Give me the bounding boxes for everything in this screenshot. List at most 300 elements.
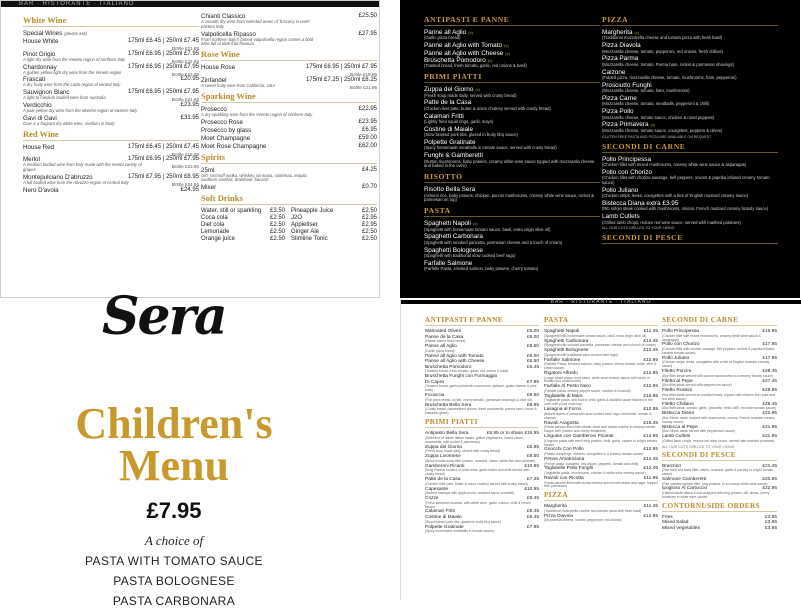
dark-primi-list bbox=[424, 86, 600, 169]
dark-menu-item bbox=[602, 187, 778, 199]
wine-description: A light to medium bodied wine from Australia bbox=[23, 95, 106, 101]
wine-item bbox=[23, 102, 199, 114]
dish-description: (Mozzarella cheese, tomato, meatballs, pepperoni & chilli) bbox=[602, 101, 710, 107]
dish-name: Branzino bbox=[662, 463, 681, 469]
soft-drink-item bbox=[291, 215, 377, 222]
dish-name: Tagliatelle di Mare bbox=[544, 393, 583, 399]
wine-item bbox=[201, 77, 377, 89]
wine-name: Chardonnay bbox=[23, 63, 57, 71]
wine-item bbox=[23, 38, 199, 50]
soft-drink-price: £2.95 bbox=[361, 222, 377, 229]
childrens-menu-panel bbox=[24, 286, 400, 608]
dish-description: (Toasted bread, garlic portobello mushroom, spinach, goats cheese & pine nuts) bbox=[425, 384, 537, 393]
dish-name: Di Capra bbox=[425, 379, 444, 385]
dish-description: (Chicken fillet with chorizo sausage, bell peppers, onions & paprika infused creamy tomato sauce) bbox=[602, 175, 770, 186]
vegetarian-tag: (v) bbox=[504, 43, 509, 49]
pesce-list bbox=[662, 464, 777, 500]
menu-title: Menu bbox=[119, 441, 229, 490]
menu-item bbox=[662, 342, 777, 355]
wine-list-panel bbox=[0, 0, 380, 298]
sparkling-wine-heading: Sparking Wine bbox=[201, 91, 377, 103]
dish-name: Margherita bbox=[544, 504, 567, 510]
bella-sera-logo: Sera bbox=[102, 286, 226, 347]
menu-item bbox=[544, 407, 658, 420]
dish-price: £20.95 bbox=[762, 476, 777, 482]
contorni-heading: CONTORNI/SIDE ORDERS bbox=[662, 502, 777, 512]
dish-name: Rigatoni Alfredo bbox=[544, 370, 578, 376]
dark-menu-item bbox=[424, 50, 600, 57]
soft-drink-item bbox=[201, 222, 285, 229]
menu-item bbox=[425, 496, 539, 509]
menu-item bbox=[662, 369, 777, 379]
vegetarian-tag: (v) bbox=[634, 30, 640, 35]
dish-description: (Penne pasta, pancetta, red onions, peppers, tomato and chilli) bbox=[544, 461, 639, 466]
dish-price: £5.95 bbox=[526, 444, 539, 450]
wine-bottle-price: Bottle £22.95 bbox=[171, 58, 199, 64]
dish-name: Panne de la Casa bbox=[425, 334, 464, 340]
dark-menu-item bbox=[602, 95, 778, 107]
wine-item bbox=[23, 64, 199, 76]
dish-name: Pizza Diavola bbox=[602, 42, 641, 50]
wine-item bbox=[201, 184, 377, 191]
wine-price: £23.95 bbox=[358, 118, 377, 125]
dish-description: (Spaghetti with homemade tomato sauce, basil, extra virgin olive oil) bbox=[424, 226, 551, 232]
dish-price: £22.95 bbox=[762, 486, 777, 492]
dish-name: Farfalle Salmone bbox=[424, 259, 473, 267]
dish-price: £12.95 bbox=[643, 357, 658, 363]
dish-name: Pollo Juliano bbox=[602, 186, 639, 194]
dish-description: (Spaghetti with smoked pancetta, parmesan cheese and a touch of cream) bbox=[424, 239, 563, 245]
dark-menu-item bbox=[424, 86, 600, 98]
soft-drinks-grid bbox=[201, 208, 377, 248]
sparkling-wine-list bbox=[201, 106, 377, 150]
soft-drink-item bbox=[201, 229, 285, 236]
soft-drink-name: J2O bbox=[291, 215, 303, 222]
dish-description: (Traditional mozzarella cheese and tomato pizza with fresh basil) bbox=[544, 508, 642, 513]
menu-item bbox=[662, 486, 777, 499]
dish-description: (8oz fillet steak, tomato, garlic, pancetta, fresh chilli, red wine tomato sauce) bbox=[662, 406, 776, 411]
menu-item bbox=[544, 394, 658, 407]
choice-label: A choice of bbox=[144, 533, 204, 548]
wine-list-right-column bbox=[201, 13, 377, 248]
dish-name: Filetto Chiliano bbox=[662, 401, 694, 407]
soft-drink-item bbox=[201, 215, 285, 222]
spirits-list bbox=[201, 167, 377, 192]
wine-name: Special Wines bbox=[23, 30, 63, 37]
dish-name: Spaghetti Bolognese bbox=[424, 246, 483, 254]
wine-name: Pinot Grigio bbox=[23, 50, 56, 58]
wine-item bbox=[23, 51, 199, 63]
dish-name: Marinated Olives bbox=[425, 329, 461, 334]
menu-item bbox=[544, 384, 658, 394]
dark-menu-item bbox=[602, 42, 778, 54]
soft-drink-price: £3.50 bbox=[269, 208, 285, 215]
vegetarian-tag: (v) bbox=[487, 58, 493, 64]
dark-secondi-list bbox=[602, 156, 778, 226]
dark-menu-item bbox=[424, 233, 600, 245]
wine-bottle-price: Bottle £23.95 bbox=[171, 164, 199, 170]
dish-description: (Large tubed pasta, beef strips, white wine creamy sauce with touch of tomato and mushrooms) bbox=[544, 375, 650, 384]
menu-item bbox=[544, 348, 658, 358]
dark-pizza-list bbox=[602, 29, 778, 134]
soft-drink-price: £2.50 bbox=[269, 215, 285, 222]
dark-menu-item bbox=[424, 247, 600, 259]
dish-name: Pizza Carne bbox=[602, 95, 637, 103]
dish-price: £15.95 bbox=[643, 393, 658, 399]
wine-item bbox=[23, 144, 199, 156]
dish-name: Funghi & Gamberetti bbox=[424, 152, 483, 160]
wine-item bbox=[23, 156, 199, 173]
menu-item bbox=[544, 371, 658, 384]
childrens-title: Children's bbox=[75, 399, 273, 448]
dark-menu-item bbox=[424, 126, 600, 138]
dark-menu-item bbox=[602, 156, 778, 168]
dark-menu-item bbox=[424, 220, 600, 232]
wine-item bbox=[201, 119, 377, 126]
menu-item bbox=[662, 477, 777, 487]
dark-menu-item bbox=[602, 213, 778, 225]
wine-price: £22.95 bbox=[358, 105, 377, 112]
menu-item bbox=[662, 425, 777, 435]
menu-item bbox=[544, 358, 658, 371]
wine-bottle-price: Bottle £19.95 bbox=[349, 72, 377, 78]
wine-bottle-price: Bottle £18.95 bbox=[171, 151, 199, 157]
pizza-list bbox=[544, 504, 658, 523]
wine-name: Verdicchio bbox=[23, 101, 52, 109]
dark-menu-item bbox=[602, 200, 778, 212]
dish-description: (Pasta parcels filled with ricotta cheese served with butter and sage, topped with parmesan) bbox=[544, 480, 658, 489]
dark-menu-item bbox=[602, 108, 778, 120]
dish-description: (Chicken fillet with chorizo sausage, bell peppers, onions & paprika infused creamy tomato sauce) bbox=[662, 347, 775, 355]
dish-price: £8.45 bbox=[526, 515, 539, 520]
menu-item bbox=[544, 504, 658, 514]
secondi-list bbox=[662, 329, 777, 444]
pasta-heading: PASTA bbox=[544, 316, 658, 326]
dish-price: £11.45 bbox=[643, 504, 658, 510]
wine-description: Gin, smirnoff vodka, whiskey, tia maria, cointreau, tequila, southern comfort, drambuie, bacardi bbox=[201, 172, 308, 183]
dish-description: (Spaghetti with traditional slow cooked beef ragu) bbox=[544, 352, 619, 357]
dish-price: £12.45 bbox=[643, 348, 658, 353]
dark-menu-item bbox=[602, 169, 778, 186]
menu-item bbox=[662, 464, 777, 477]
dish-description: (Chicken fillet with mixed mushrooms, creamy white wine sauce & asparagus) bbox=[662, 333, 761, 342]
dish-name: Mixed Salad bbox=[662, 520, 689, 526]
menu-item bbox=[425, 431, 539, 444]
dish-price: £11.45 bbox=[643, 329, 658, 334]
wine-item bbox=[201, 106, 377, 118]
dish-name: Panne all Aglio with Tomato bbox=[424, 42, 503, 50]
dish-price: £16.95 bbox=[762, 329, 777, 334]
primi-list bbox=[425, 431, 539, 534]
menu-item bbox=[662, 526, 777, 532]
dish-price: £21.45 bbox=[762, 463, 777, 469]
menu-item bbox=[662, 402, 777, 412]
dish-price: £5.00 bbox=[526, 329, 539, 334]
dish-description: (Selection of Italian Italian meats, grilled vegetables, mixed olives, mozzarella, with rocket & parmesan) bbox=[425, 435, 524, 444]
dish-name: Cozze bbox=[425, 496, 439, 501]
dish-price: £12.95 bbox=[643, 384, 658, 390]
dish-description: (Mozzarella cheese, tomato, pepperoni, red onions) bbox=[544, 518, 622, 523]
dish-description: (Spaghetti with homemade tomato sauce, basil, extra virgin olive oil) bbox=[544, 333, 647, 338]
soft-drink-price: £2.50 bbox=[361, 236, 377, 243]
dark-secondi-heading: SECONDI DI CARNE bbox=[602, 142, 778, 153]
wine-name: Prosecco bbox=[201, 105, 227, 113]
dish-description: (Grilled lamb chops, reduce red wine sauce, served with mashed potatoes) bbox=[602, 219, 741, 225]
dish-price: £6.50 bbox=[526, 359, 539, 365]
dish-name: Bistecca al Pepe bbox=[662, 424, 698, 430]
dish-name: Lamb Cutlets bbox=[662, 434, 691, 440]
white-menu-topbar: BAR · RISTORANTE · ITALIANO bbox=[401, 300, 801, 304]
dish-name: Bruschetta Pomodoro bbox=[425, 364, 472, 370]
wine-price: £59.00 bbox=[358, 134, 377, 141]
dish-description: (Spicy homemade meatballs in tomato sauce, served with crusty bread) bbox=[424, 145, 557, 151]
vegetarian-tag: (v) bbox=[475, 87, 481, 93]
rose-wine-list bbox=[201, 64, 377, 89]
wine-bottle-price: Bottle £24.95 bbox=[171, 181, 199, 187]
menu-item bbox=[544, 421, 658, 434]
menu-item bbox=[425, 525, 539, 535]
wine-name: Zinfandel bbox=[201, 76, 227, 84]
soft-drink-item bbox=[291, 222, 377, 229]
dish-price: £7.45 bbox=[526, 477, 539, 482]
pizza-heading: PIZZA bbox=[544, 491, 658, 501]
dark-primi-heading: PRIMI PIATTI bbox=[424, 72, 600, 83]
dish-name: Fries bbox=[662, 514, 673, 520]
menu-item bbox=[425, 393, 539, 403]
wine-item bbox=[201, 31, 377, 48]
dark-antipasti-list bbox=[424, 29, 600, 69]
wine-name: Moet Rose Champagne bbox=[201, 142, 267, 150]
dish-description: (Farfalle Pasta, smoked salmon, baby prawns, cherry tomato) bbox=[424, 266, 539, 272]
kids-item: PASTA WITH TOMATO SAUCE bbox=[85, 554, 263, 568]
wine-price: 175ml £6.45 | 250ml £7.45 bbox=[128, 143, 199, 150]
dish-description: (Garlic pizza bread) bbox=[425, 348, 455, 353]
menu-item bbox=[544, 339, 658, 349]
dish-name: Polpette Gratinate bbox=[424, 139, 476, 147]
dish-name: Risotto Bella Sera bbox=[424, 186, 476, 194]
wine-price: £23.95 bbox=[180, 101, 199, 108]
spirits-heading: Spirits bbox=[201, 152, 377, 164]
primi-heading: PRIMI PIATTI bbox=[425, 418, 539, 428]
dish-price: £10.95 bbox=[524, 463, 539, 469]
dish-description: (Fresh soup made daily, served with crusty bread) bbox=[425, 449, 500, 454]
dish-description: (Mozzarella cheese, tomato, Parma ham, rocket & parmesan shavings) bbox=[602, 61, 734, 67]
menu-item bbox=[544, 447, 658, 457]
dish-price: £14.95 bbox=[643, 434, 658, 440]
dish-price: £6.00 bbox=[526, 353, 539, 359]
dish-description: (Spicy homemade meatballs in tomato sauce) bbox=[425, 529, 494, 534]
soft-drink-price: £2.50 bbox=[269, 222, 285, 229]
dish-description: (Farfalle Pasta, smoked salmon, baby prawns, cherry tomato, white wine & cream sauce) bbox=[544, 362, 657, 370]
wine-price: £27.95 bbox=[358, 30, 377, 37]
dish-name: Pizza Primavera bbox=[602, 121, 649, 129]
dish-description: (Flat pizza bread, rocket, cherry tomato, parmesan shavings & olive oil) bbox=[425, 397, 532, 402]
menu-item bbox=[425, 335, 539, 345]
wine-name: Gavi di Gavi bbox=[23, 114, 57, 122]
soft-drink-name: Orange juice bbox=[201, 236, 236, 243]
dish-name: Lasagna al Forno bbox=[544, 407, 582, 413]
dish-price: £3.95 bbox=[764, 514, 777, 520]
wine-price: £6.95 bbox=[361, 126, 377, 133]
menu-item bbox=[662, 411, 777, 424]
dark-pesce-heading: SECONDI DI PESCE bbox=[602, 233, 778, 244]
dish-name: Farfalle Al Pesto Nero bbox=[544, 384, 591, 390]
wine-price: £25.50 bbox=[358, 13, 377, 19]
dish-name: Ravioli con Ricotta bbox=[544, 475, 584, 481]
wine-description: A smooth dry wine from selected areas of Tuscany in north eastern Italy bbox=[201, 19, 310, 29]
menu-item bbox=[544, 457, 658, 467]
dish-name: Linguine con Gamberoni Picante bbox=[544, 434, 614, 440]
wine-price: £20.95 bbox=[180, 76, 199, 83]
white-menu-column-2 bbox=[544, 314, 658, 523]
dish-name: Pollo Principessa bbox=[662, 329, 699, 334]
dish-price: £11.95 bbox=[643, 475, 658, 481]
menu-item bbox=[544, 434, 658, 447]
wine-price: £24.95 bbox=[180, 186, 199, 193]
dish-description: (Spaghetti with smoked pancetta, parmesan cheese and a touch of cream) bbox=[544, 343, 656, 348]
wine-price: 175ml £6.95 | 250ml £7.95 bbox=[128, 89, 199, 96]
dark-menu-item bbox=[602, 55, 778, 67]
wine-item bbox=[23, 187, 199, 194]
wine-price: 175ml £7.25 | 250ml £8.25 bbox=[306, 76, 377, 83]
wine-price: 175ml £6.95 | 250ml £7.95 bbox=[128, 156, 199, 163]
dark-antipasti-heading: ANTIPASTI E PANNE bbox=[424, 15, 600, 26]
dish-name: Salmone Gamberetti bbox=[662, 476, 706, 482]
dish-description: (8oz Sirloin steak served with peppercorn sauce) bbox=[662, 429, 736, 434]
dish-description: (Pan fried sea bass fillet, clams, mussels, garlic & parsley in a light tomato sauce) bbox=[662, 468, 774, 477]
wine-description: A light dry wine from the Veneto region of northern Italy bbox=[23, 56, 126, 62]
dish-description: (Baked layers of pasta with slow cooked beef ragu, bechamel, tomato & cheese) bbox=[544, 411, 652, 420]
white-wine-list bbox=[23, 30, 199, 127]
dish-description: (Traditional mozzarella cheese and tomato pizza with fresh basil) bbox=[602, 35, 723, 41]
dish-name: Pollo Juliano bbox=[662, 355, 690, 361]
dark-menu-item bbox=[424, 99, 600, 111]
menu-item bbox=[425, 344, 539, 354]
secondi-heading: SECONDI DI CARNE bbox=[662, 316, 777, 326]
dish-description: (Seared scallops with apple puree, smoked bacon crumble) bbox=[425, 491, 515, 496]
pesce-heading: SECONDI DI PESCE bbox=[662, 451, 777, 461]
soft-drinks-right bbox=[291, 208, 377, 243]
wine-name: Chianti Classico bbox=[201, 13, 246, 20]
wine-item bbox=[23, 89, 199, 101]
rose-wine-heading: Rose Wine bbox=[201, 49, 377, 61]
secondi-note: ALL OUR CUTS GRILLED TO YOUR LIKING bbox=[662, 444, 735, 449]
dish-price: £6.00 bbox=[526, 334, 539, 340]
dish-name: Panne all Aglio bbox=[424, 29, 467, 36]
pasta-list bbox=[544, 329, 658, 489]
wine-list-topbar: BAR · RISTORANTE · ITALIANO bbox=[1, 1, 379, 7]
dish-description: (Rib sirloin steak cooked with mushrooms, onions, French mustard creamy brandy sauce) bbox=[602, 206, 769, 212]
dish-description: (Linguine pasta with fresh king prawns, chilli, garlic, capers in a light tomato sauce) bbox=[544, 438, 658, 447]
vegetarian-tag: (v) bbox=[468, 30, 473, 35]
kids-item: PASTA CARBONARA bbox=[112, 594, 236, 608]
wine-description: A full bodied wine from the Abruzzo region of central Italy bbox=[23, 179, 129, 185]
dish-name: Filetto al Pepe bbox=[662, 378, 693, 384]
red-wine-list bbox=[23, 144, 199, 194]
dish-name: Costine di Maiale bbox=[425, 515, 462, 520]
dish-name: Panne all Aglio with Cheese bbox=[425, 359, 485, 365]
dish-name: Mixed Vegetables bbox=[662, 526, 700, 532]
dish-name: Margherita bbox=[602, 29, 633, 36]
dish-name: Bruschetta Bella Sera bbox=[425, 402, 472, 408]
dish-description: (Chicken liver pate, butter & onion chutney served with crusty bread) bbox=[425, 481, 528, 486]
dish-description: (Tagliatelle pasta, mushrooms, chicken & white wine creamy sauce) bbox=[544, 471, 646, 476]
dish-price: £12.95 bbox=[643, 513, 658, 519]
menu-item bbox=[544, 514, 658, 524]
dish-name: Spaghetti Carbonara bbox=[544, 338, 589, 344]
wine-price: 175ml £6.95 | 250ml £7.95 bbox=[128, 50, 199, 57]
dish-price: £10.95 bbox=[524, 486, 539, 492]
dish-description: (Chicken strips, leeks, courgettes with a hint of English mustard creamy sauce) bbox=[662, 360, 770, 369]
white-menu-column-1 bbox=[425, 314, 539, 534]
red-wine-continued-list bbox=[201, 13, 377, 47]
soft-drink-price: £2.50 bbox=[269, 229, 285, 236]
dish-price: £7.95 bbox=[526, 524, 539, 530]
white-menu-column-3 bbox=[662, 314, 777, 532]
dish-price: £28.95 bbox=[762, 388, 777, 394]
dish-name: Ipogloso Al Cartoccio bbox=[662, 486, 708, 492]
wine-description: A dry fruity wine from the Lazio region of central Italy bbox=[23, 82, 121, 88]
dish-price: £12.45 bbox=[643, 338, 658, 344]
dish-description: (8oz fillet steak served with peppercorn sauce) bbox=[662, 383, 732, 388]
menu-item bbox=[425, 380, 539, 393]
wine-description: From northern Italy's famed Valpolicella region comes a bold wine full of dark fruit flavours bbox=[201, 36, 314, 47]
wine-item bbox=[23, 76, 199, 88]
wine-price: 175ml £7.95 | 250ml £8.95 bbox=[128, 173, 199, 180]
dish-price: £12.45 bbox=[643, 456, 658, 462]
wine-name: Merlot bbox=[23, 156, 41, 164]
dish-name: Pollo con Chorizo bbox=[602, 168, 653, 176]
wine-name: Valpolicella Ripasso bbox=[201, 30, 256, 38]
wine-description: A pale yellow dry wine from the Marche region of eastern Italy bbox=[23, 107, 138, 113]
menu-item bbox=[662, 329, 777, 342]
dish-price: £27.45 bbox=[762, 378, 777, 384]
dish-price: £17.95 bbox=[762, 342, 777, 348]
dish-price: £6.45 bbox=[526, 364, 539, 370]
menu-item bbox=[425, 477, 539, 487]
dark-menu-item bbox=[602, 69, 778, 81]
soft-drink-name: Appletiser bbox=[291, 222, 318, 229]
dish-name: Bistecca Diana extra £3.95 bbox=[602, 200, 679, 208]
dish-name: Patte de la Casa bbox=[424, 99, 472, 107]
dish-price: £21.95 bbox=[762, 424, 777, 430]
dark-menu-item bbox=[424, 29, 600, 41]
dark-menu-item bbox=[424, 139, 600, 151]
wine-name: Nero D'avola bbox=[23, 186, 59, 194]
soft-drinks-heading: Soft Drinks bbox=[201, 193, 377, 205]
dish-description: (Tagliatelle pasta, sea food in chilli, garlic & shallots sauce finished in the oven with pizza crust top) bbox=[544, 398, 653, 407]
menu-item bbox=[662, 434, 777, 444]
dark-menu-right-column bbox=[602, 12, 778, 247]
dish-price: £8.50 bbox=[526, 393, 539, 399]
dish-name: Costine di Maiale bbox=[424, 125, 474, 133]
dish-price: £21.95 bbox=[762, 434, 777, 440]
soft-drink-price: £2.50 bbox=[361, 208, 377, 215]
soft-drink-name: Lemonade bbox=[201, 229, 230, 236]
menu-item bbox=[425, 464, 539, 477]
dish-description: (Spicy tomato soup with prawns, mussels, clams, white fish and calamari) bbox=[425, 458, 536, 463]
dish-name: Focaccia bbox=[425, 393, 445, 399]
wine-name: House White bbox=[23, 38, 59, 45]
vegetarian-tag: (v) bbox=[650, 122, 656, 128]
dark-risotto-heading: RISOTTO bbox=[424, 172, 600, 183]
soft-drink-name: Coca cola bbox=[201, 215, 228, 222]
dish-description: (8oz Sirloin steak cooked with mushrooms, onions, French mustard creamy brandy sauce) bbox=[662, 415, 776, 424]
dish-name: Zuppa del Giorno bbox=[425, 444, 463, 450]
red-wine-heading: Red Wine bbox=[23, 129, 199, 141]
dish-description: (Slow braised pork ribs, glazed in fruity bbq sauce) bbox=[425, 519, 501, 524]
wine-price: 175ml £6.95 | 250ml £7.95 bbox=[128, 63, 199, 70]
